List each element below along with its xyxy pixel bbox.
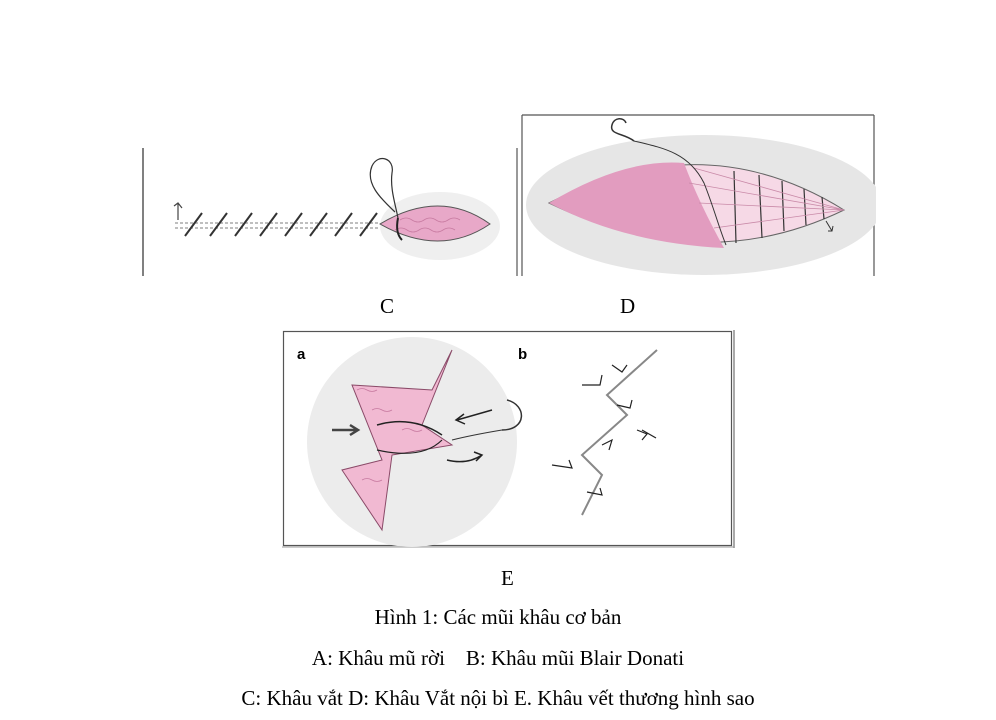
panel-e-label: E <box>501 566 514 590</box>
panel-c-label: C <box>380 294 395 318</box>
panel-e-illustration <box>282 330 736 550</box>
figure-caption-title: Hình 1: Các mũi khâu cơ bản <box>374 605 622 629</box>
figure-caption-line-1: A: Khâu mũ rời B: Khâu mũi Blair Donati <box>311 646 685 670</box>
panel-e-sub-a-label: a <box>297 346 306 363</box>
panel-d-label: D <box>620 294 636 318</box>
panel-d-illustration <box>514 113 876 278</box>
panel-c-illustration <box>140 148 510 278</box>
panel-e-sub-b-label: b <box>518 346 528 363</box>
figure-caption-line-2: C: Khâu vắt D: Khâu Vắt nội bì E. Khâu vết thương hình sao <box>241 686 755 710</box>
